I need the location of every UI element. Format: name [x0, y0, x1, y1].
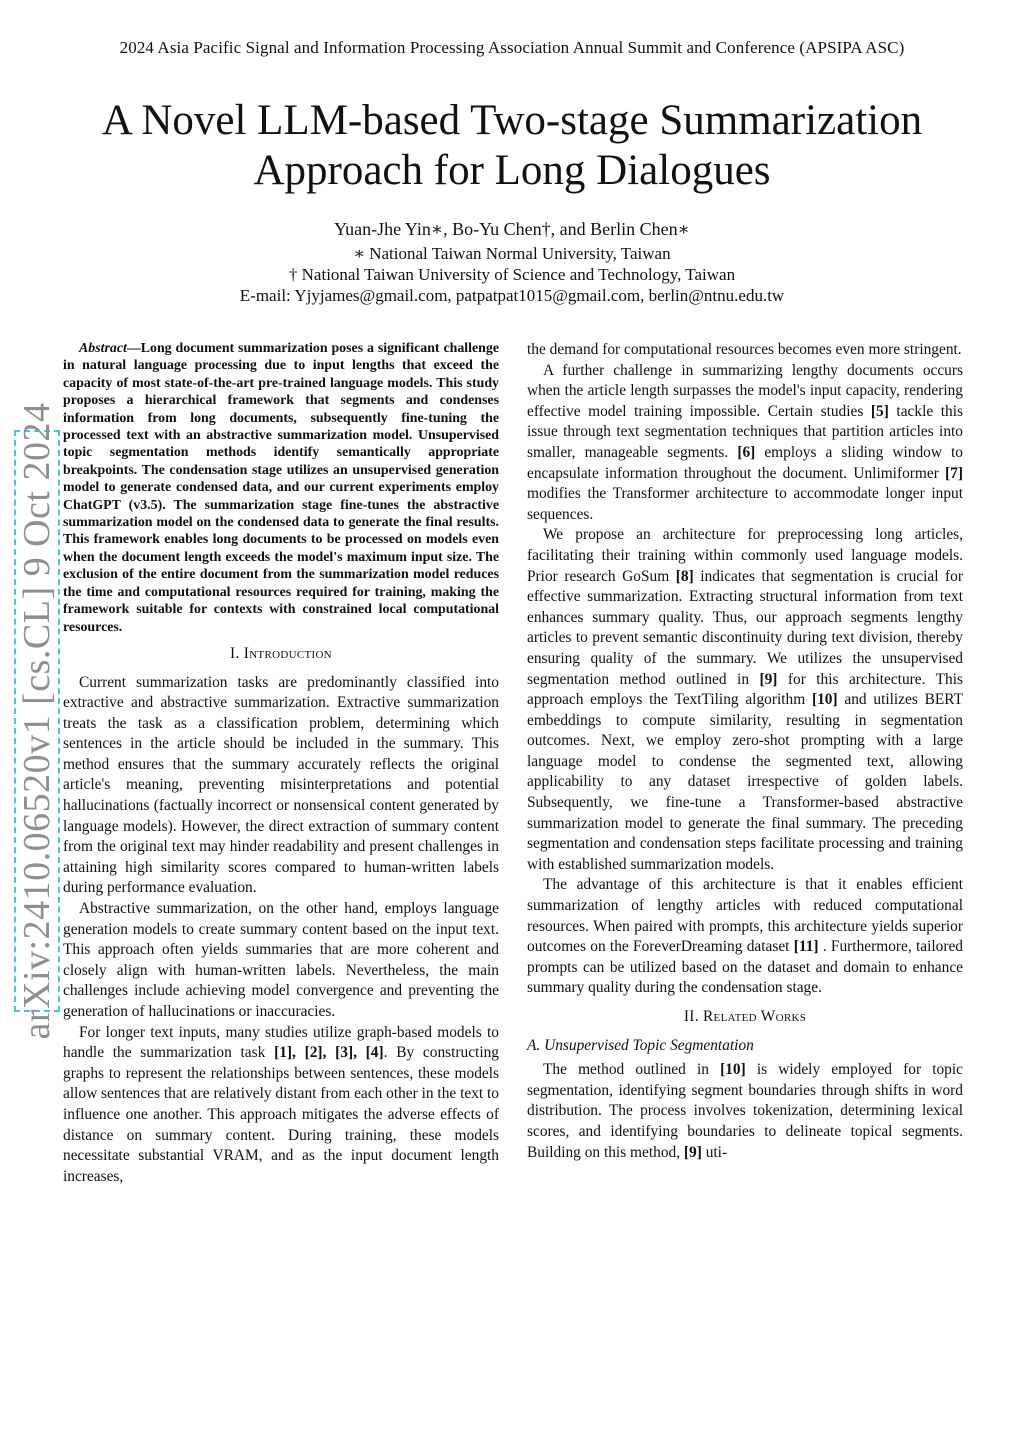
- citation: [10]: [720, 1061, 746, 1079]
- right-column: [527, 340, 963, 1163]
- text-run: modifies the Transformer architecture to accommodate longer input sequences.: [527, 485, 963, 523]
- text-run: . Furthermore, tailored prompts can be utilized based on the dataset and domain to enhance summary quality during the condensation stage.: [527, 938, 963, 997]
- arxiv-stamp: [14, 402, 60, 1040]
- text-run: The advantage of this architecture is that it enables efficient summarization of lengthy articles with reduced computational resources. When paired with prompts, this architecture yields superior outcomes on the ForeverDreaming dataset: [527, 876, 963, 956]
- citation: [10]: [811, 691, 838, 709]
- text-run: indicates that segmentation is crucial for effective summarization. Extracting structural information from text enhances summary quality. Thus, our approach segments lengthy articles to prevent semantic discontinuity during text division, thereby ensuring quality of the summary. We utilizes the unsupervised segmentation method outlined in: [527, 567, 963, 688]
- text-run: for this architecture. This approach employs the TextTiling algorithm: [527, 670, 963, 709]
- author-names: Yuan-Jhe Yin∗, Bo-Yu Chen†, and Berlin Chen∗: [334, 219, 690, 239]
- abstract-label: Abstract: [79, 341, 127, 356]
- affiliation-2: † National Taiwan University of Science and Technology, Taiwan: [288, 265, 736, 284]
- text-run: and utilizes BERT embeddings to compute similarity, resulting in segmentation outcomes. Next, we employ zero-shot prompting with a large language model to condense the segmented text, allowing applicability to any dataset irrespective of golden labels. Subsequently, we fine-tune a Transformer-based abstractive summarization model to generate the final summary. The preceding segmentation and condensation steps facilitate processing and training with established summarization models.: [527, 691, 964, 873]
- text-run: tackle this issue through text segmentation techniques that partition articles into smaller, manageable segments.: [527, 402, 963, 461]
- abstract-text: —Long document summarization poses a significant challenge in natural language processing due to input lengths that exceed the capacity of most state-of-the-art pre-trained language models. This study proposes a hierarchical framework that segments and condenses information from long documents, subsequently fine-tuning the processed text with an abstractive summarization model. Unsupervised topic segmentation methods identify semantically appropriate breakpoints. The condensation stage utilizes an unsupervised generation model to generate condensed data, and our current experiments employ ChatGPT (v3.5). The summarization stage fine-tunes the abstractive summarization model on the condensed data to generate the final results. This framework enables long documents to be processed on models even when the document length exceeds the model's maximum input size. The exclusion of the entire document from the summarization model reduces the time and computational resources required for training, making the framework suitable for contexts with constrained local computational resources.: [63, 341, 499, 635]
- abstract: [63, 340, 499, 636]
- intro-paragraph-1: Current summarization tasks are predominantly classified into extractive and abstractive summarization. Extractive summarization treats the task as a classification problem, determining which sentences in the article should be included in the summary. This method ensures that the summary accurately reflects the original article's meaning, preventing misinterpretations and potential hallucinations (factually incorrect or nonsensical content generated by language models). However, the direct extraction of summary content from the original text may hinder readability and present challenges in attaining high similarity scores compared to human-written labels during performance evaluation.: [63, 673, 499, 897]
- intro-paragraph-3: [63, 1023, 499, 1188]
- citation: [6]: [737, 443, 756, 461]
- text-run: . By constructing graphs to represent the relationships between sentences, these models allow sentences that are relatively distant from each other in the text to influence one another. This approach mitigates the adverse effects of distance on summary content. During training, these models necessitate substantial VRAM, and as the input document length increases,: [63, 1044, 499, 1185]
- text-run: The method outlined in: [543, 1061, 721, 1079]
- arxiv-id: arXiv:2410.06520v1 [cs.CL] 9 Oct 2024: [16, 402, 58, 1040]
- text-run: is widely employed for topic segmentation, identifying segment boundaries through shifts in word distribution. The process involves tokenization, determining lexical scores, and identifying boundaries to delineate topical segments. Building on this method,: [527, 1061, 963, 1161]
- left-column: [63, 340, 499, 1187]
- intro-paragraph-4: [527, 361, 963, 526]
- text-run: We propose an architecture for preprocessing long articles, facilitating their training within commonly used language models. Prior research GoSum: [527, 526, 963, 585]
- related-paragraph-1: [527, 1060, 963, 1163]
- text-run: uti-: [701, 1143, 728, 1161]
- citation: [8]: [675, 567, 694, 585]
- citation: [7]: [945, 464, 963, 482]
- intro-paragraph-6: [527, 875, 963, 999]
- author-block: [0, 219, 1024, 306]
- citation: [9]: [759, 670, 778, 688]
- section-heading-related-works: II. Related Works: [683, 1008, 807, 1025]
- title-line-1: A Novel LLM-based Two-stage Summarization: [101, 97, 923, 144]
- text-run: employs a sliding window to encapsulate information throughout the document. Unlimiformer: [527, 443, 963, 482]
- title-line-2: Approach for Long Dialogues: [253, 147, 771, 194]
- text-run: A further challenge in summarizing lengthy documents occurs when the article length surpasses the model's input capacity, rendering effective model training impossible. Certain studies: [527, 361, 963, 420]
- author-emails: E-mail: Yjyjames@gmail.com, patpatpat1015@gmail.com, berlin@ntnu.edu.tw: [239, 286, 785, 305]
- affiliation-1: ∗ National Taiwan Normal University, Taiwan: [353, 244, 671, 263]
- conference-header: 2024 Asia Pacific Signal and Information Processing Association Annual Summit and Conference (APSIPA ASC): [119, 38, 905, 57]
- intro-paragraph-3-continued: the demand for computational resources becomes even more stringent.: [527, 341, 962, 358]
- text-run: For longer text inputs, many studies utilize graph-based models to handle the summarization task: [63, 1023, 499, 1062]
- citation: [5]: [870, 402, 889, 420]
- intro-paragraph-5: [527, 525, 963, 875]
- intro-paragraph-2: Abstractive summarization, on the other hand, employs language generation models to create summary content based on the input text. This approach often yields summaries that are more coherent and closely align with human-written labels. Nevertheless, the main challenges include achieving model convergence and preventing the generation of hallucinations or inaccuracies.: [63, 900, 499, 1020]
- subsection-heading-topic-segmentation: A. Unsupervised Topic Segmentation: [527, 1036, 754, 1054]
- citation: [9]: [683, 1143, 702, 1161]
- section-heading-introduction: I. Introduction: [230, 644, 332, 662]
- citation: [11]: [793, 938, 819, 956]
- citation: [1], [2], [3], [4]: [274, 1044, 384, 1062]
- paper-title: [60, 96, 964, 196]
